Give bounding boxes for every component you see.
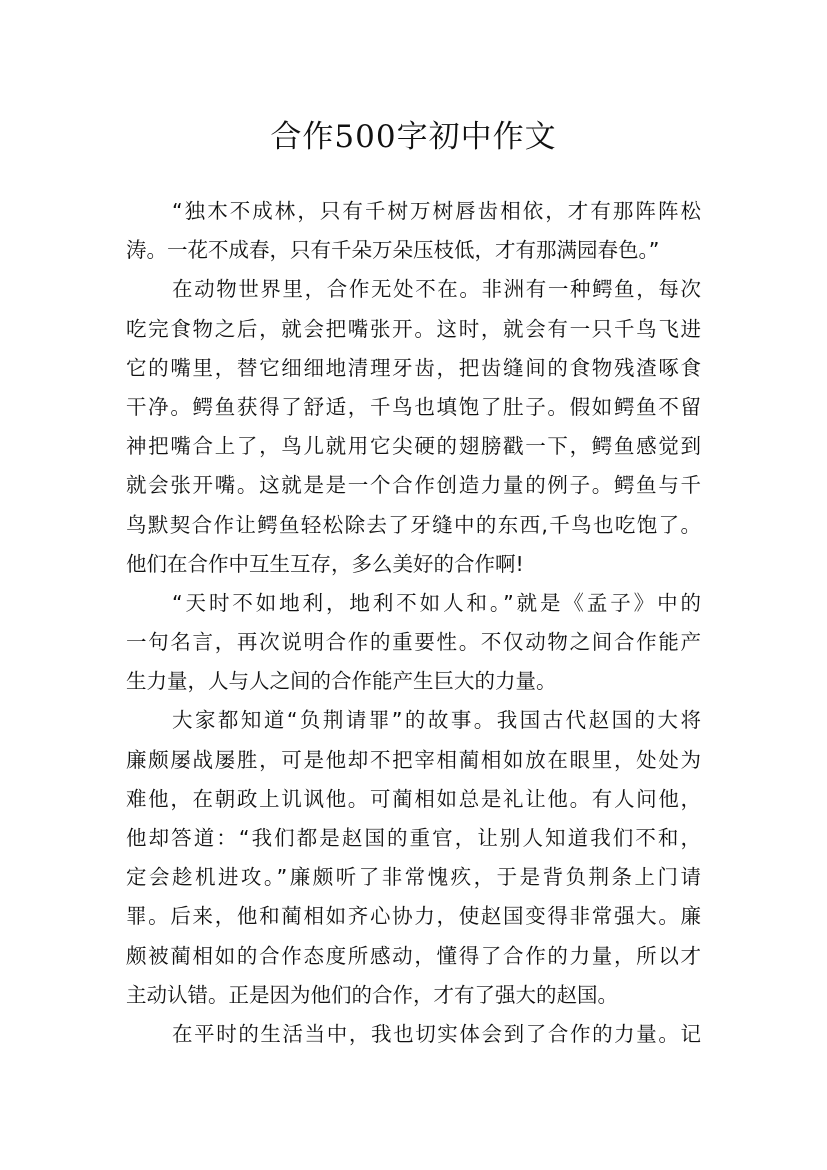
text-line: 涛。一花不成春，只有千朵万朵压枝低，才有那满园春色。” <box>126 238 660 263</box>
text-line: 颇被蔺相如的合作态度所感动，懂得了合作的力量，所以才 <box>126 943 701 968</box>
text-line: 罪。后来，他和蔺相如齐心协力，使赵国变得非常强大。廉 <box>126 904 701 929</box>
text-line: 生力量，人与人之间的合作能产生巨大的力量。 <box>126 669 557 694</box>
text-line: 吃完食物之后，就会把嘴张开。这时，就会有一只千鸟飞进 <box>126 316 701 341</box>
page-title: 合作500字初中作文 <box>270 118 557 155</box>
text-line: 干净。鳄鱼获得了舒适，千鸟也填饱了肚子。假如鳄鱼不留 <box>126 394 701 419</box>
text-line: “独木不成林，只有千树万树唇齿相依，才有那阵阵松 <box>172 199 701 223</box>
text-line: 在动物世界里，合作无处不在。非洲有一种鳄鱼，每次 <box>172 277 701 302</box>
text-line: 大家都知道“负荆请罪”的故事。我国古代赵国的大将 <box>172 708 701 733</box>
text-line: 主动认错。正是因为他们的合作，才有了强大的赵国。 <box>126 982 618 1007</box>
text-line: 他却答道：“我们都是赵国的重官，让别人知道我们不和， <box>126 826 701 850</box>
text-line: 他们在合作中互生互存，多么美好的合作啊! <box>126 551 524 576</box>
text-line: 鸟默契合作让鳄鱼轻松除去了牙缝中的东西,千鸟也吃饱了。 <box>126 512 701 537</box>
text-line: “天时不如地利，地利不如人和。”就是《孟子》中的 <box>172 590 701 615</box>
text-line: 它的嘴里，替它细细地清理牙齿，把齿缝间的食物残渣啄食 <box>126 355 701 380</box>
text-line: 一句名言，再次说明合作的重要性。不仅动物之间合作能产 <box>126 630 701 655</box>
text-line: 在平时的生活当中，我也切实体会到了合作的力量。记 <box>172 1021 701 1046</box>
text-line: 神把嘴合上了，鸟儿就用它尖硬的翅膀戳一下，鳄鱼感觉到 <box>126 434 701 459</box>
text-line: 就会张开嘴。这就是是一个合作创造力量的例子。鳄鱼与千 <box>126 473 701 498</box>
text-line: 廉颇屡战屡胜，可是他却不把宰相蔺相如放在眼里，处处为 <box>126 747 701 772</box>
text-line: 定会趁机进攻。”廉颇听了非常愧疚，于是背负荆条上门请 <box>126 865 701 890</box>
text-line: 难他，在朝政上讥讽他。可蔺相如总是礼让他。有人问他， <box>126 786 701 811</box>
essay-body <box>126 192 701 1054</box>
